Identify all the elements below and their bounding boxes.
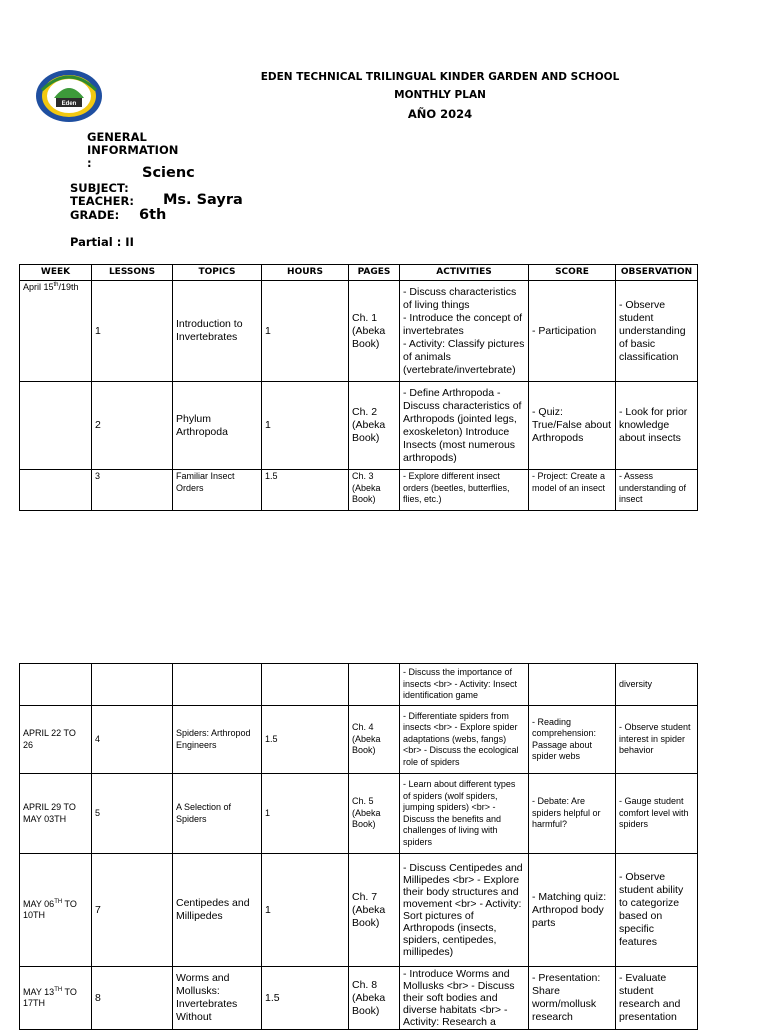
table-row: [20, 470, 698, 511]
grade-label: GRADE:: [70, 208, 120, 222]
activities-cell: - Introduce Worms and Mollusks <br> - Discuss their soft bodies and diverse habitats <br> - Activity: Research a: [400, 967, 529, 1030]
score-cell: - Quiz: True/False about Arthropods: [529, 382, 616, 470]
observation-cell: diversity: [616, 664, 698, 706]
pages-cell: Ch. 7 (Abeka Book): [349, 854, 400, 967]
hours-cell: 1: [262, 382, 349, 470]
score-cell: - Reading comprehension: Passage about spider webs: [529, 706, 616, 774]
plan-title: MONTHLY PLAN: [394, 89, 486, 101]
score-cell: - Project: Create a model of an insect: [529, 470, 616, 511]
hours-cell: 1.5: [262, 706, 349, 774]
topic-cell: Worms and Mollusks: Invertebrates Without: [173, 967, 262, 1030]
activities-cell: - Explore different insect orders (beetles, butterflies, flies, etc.): [400, 470, 529, 511]
header-hours: HOURS: [262, 265, 349, 281]
pages-cell: Ch. 1 (Abeka Book): [349, 281, 400, 382]
school-name: EDEN TECHNICAL TRILINGUAL KINDER GARDEN AND SCHOOL: [260, 71, 620, 83]
topic-cell: Familiar Insect Orders: [173, 470, 262, 511]
header-observation: OBSERVATION: [616, 265, 698, 281]
subject-label: SUBJECT:: [70, 181, 129, 195]
observation-cell: - Assess understanding of insect: [616, 470, 698, 511]
hours-cell: 1: [262, 774, 349, 854]
activities-cell: - Discuss Centipedes and Millipedes <br> - Explore their body structures and movement <br> - Activity: Sort pictures of Arthropods (insects, spiders, centipedes, millipedes): [400, 854, 529, 967]
pages-cell: Ch. 5 (Abeka Book): [349, 774, 400, 854]
teacher-label: TEACHER:: [70, 194, 134, 208]
observation-cell: - Observe student interest in spider behavior: [616, 706, 698, 774]
week-cell: MAY 06TH TO 10TH: [20, 854, 92, 967]
teacher-value: Ms. Sayra: [163, 192, 243, 208]
activities-cell: - Discuss the importance of insects <br> - Activity: Insect identification game: [400, 664, 529, 706]
table-row: [20, 774, 698, 854]
topic-cell: Introduction to Invertebrates: [173, 281, 262, 382]
topic-cell: Centipedes and Millipedes: [173, 854, 262, 967]
general-label: GENERAL: [87, 130, 147, 144]
pages-cell: Ch. 8 (Abeka Book): [349, 967, 400, 1030]
header-lessons: LESSONS: [92, 265, 173, 281]
score-cell: - Debate: Are spiders helpful or harmful?: [529, 774, 616, 854]
header-pages: PAGES: [349, 265, 400, 281]
observation-cell: - Look for prior knowledge about insects: [616, 382, 698, 470]
week-cell: APRIL 29 TO MAY 03TH: [20, 774, 92, 854]
table-row: [20, 281, 698, 382]
school-logo: [34, 68, 104, 124]
observation-cell: - Gauge student comfort level with spiders: [616, 774, 698, 854]
lesson-cell: 3: [92, 470, 173, 511]
week-cell: [20, 382, 92, 470]
pages-cell: Ch. 2 (Abeka Book): [349, 382, 400, 470]
lesson-cell: 4: [92, 706, 173, 774]
hours-cell: 1: [262, 854, 349, 967]
information-label: INFORMATION: [87, 143, 179, 157]
lesson-cell: 8: [92, 967, 173, 1030]
score-cell: - Participation: [529, 281, 616, 382]
activities-cell: - Differentiate spiders from insects <br> - Explore spider adaptations (webs, fangs) <br> - Discuss the ecological role of spiders: [400, 706, 529, 774]
header-score: SCORE: [529, 265, 616, 281]
table-row: [20, 854, 698, 967]
lesson-cell: 7: [92, 854, 173, 967]
week-cell: April 15th/19th: [20, 281, 92, 382]
lesson-cell: 5: [92, 774, 173, 854]
hours-cell: 1.5: [262, 967, 349, 1030]
observation-cell: - Observe student ability to categorize based on specific features: [616, 854, 698, 967]
header-topics: TOPICS: [173, 265, 262, 281]
activities-cell: - Define Arthropoda - Discuss characteristics of Arthropods (jointed legs, exoskeleton) Introduce Insects (most numerous arthropods): [400, 382, 529, 470]
topic-cell: Phylum Arthropoda: [173, 382, 262, 470]
table-row: [20, 706, 698, 774]
table-header-row: [20, 265, 698, 281]
lesson-cell: 2: [92, 382, 173, 470]
table-row: [20, 967, 698, 1030]
plan-table-page2: [19, 663, 698, 1030]
logo-text: Eden: [61, 101, 77, 107]
pages-cell: Ch. 4 (Abeka Book): [349, 706, 400, 774]
pages-cell: Ch. 3 (Abeka Book): [349, 470, 400, 511]
score-cell: - Presentation: Share worm/mollusk research: [529, 967, 616, 1030]
hours-cell: 1.5: [262, 470, 349, 511]
grade-value: 6th: [139, 207, 167, 223]
colon-label: :: [87, 156, 92, 170]
year-title: AÑO 2024: [407, 107, 473, 121]
partial-label: Partial : II: [70, 235, 134, 249]
observation-cell: - Evaluate student research and presentation: [616, 967, 698, 1030]
plan-table-page1: [19, 264, 698, 511]
header-activities: ACTIVITIES: [400, 265, 529, 281]
table-row: [20, 382, 698, 470]
subject-value: Scienc: [142, 165, 195, 181]
activities-cell: - Discuss characteristics of living things - Introduce the concept of invertebrates - Activity: Classify pictures of animals (vertebrate/invertebrate): [400, 281, 529, 382]
hours-cell: 1: [262, 281, 349, 382]
table-row: [20, 664, 698, 706]
activities-cell: - Learn about different types of spiders (wolf spiders, jumping spiders) <br> - Discuss the benefits and challenges of living with spiders: [400, 774, 529, 854]
score-cell: - Matching quiz: Arthropod body parts: [529, 854, 616, 967]
topic-cell: Spiders: Arthropod Engineers: [173, 706, 262, 774]
header-week: WEEK: [20, 265, 92, 281]
topic-cell: A Selection of Spiders: [173, 774, 262, 854]
week-cell: MAY 13TH TO 17TH: [20, 967, 92, 1030]
lesson-cell: 1: [92, 281, 173, 382]
observation-cell: - Observe student understanding of basic classification: [616, 281, 698, 382]
week-cell: APRIL 22 TO 26: [20, 706, 92, 774]
week-cell: [20, 470, 92, 511]
